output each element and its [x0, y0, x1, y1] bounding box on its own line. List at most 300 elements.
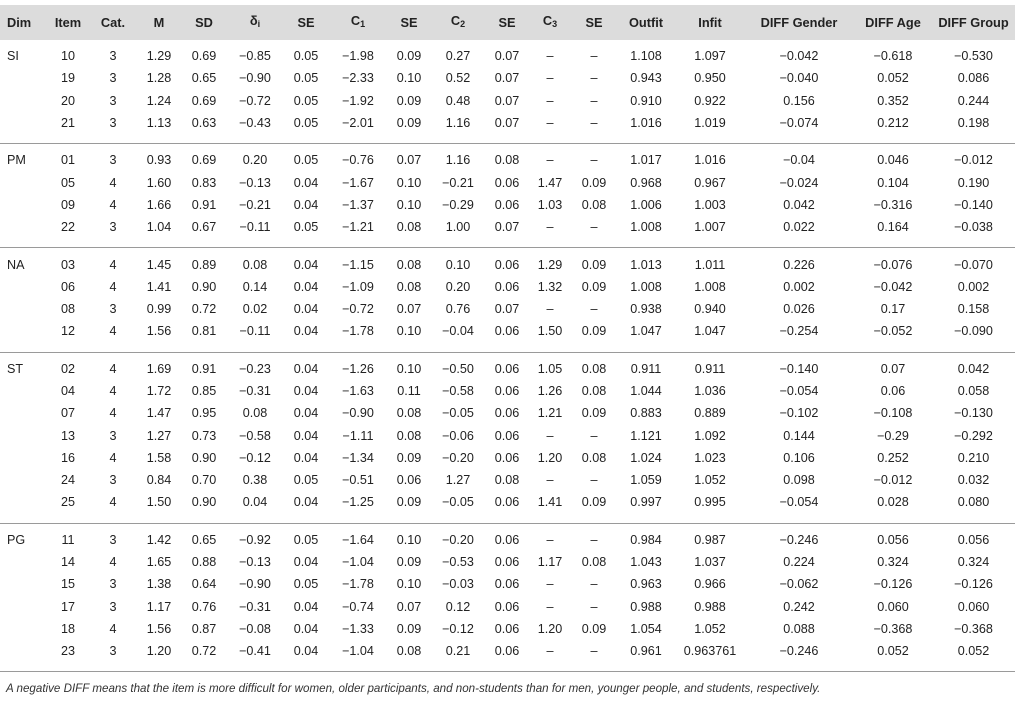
value-cell: 1.21: [537, 406, 563, 421]
table-row: [0, 380, 1015, 402]
value-cell: 0.63: [191, 116, 217, 131]
value-cell: 1.03: [537, 197, 563, 212]
dimension-cell: SI: [7, 49, 19, 64]
value-cell: −0.72: [342, 302, 374, 317]
value-cell: 0.90: [191, 279, 217, 294]
value-cell: 0.08: [396, 257, 422, 272]
column-header: DIFF Gender: [760, 14, 838, 30]
value-cell: 0.042: [783, 197, 815, 212]
value-cell: 0.943: [630, 71, 662, 86]
value-cell: −0.130: [954, 406, 993, 421]
item-cell: 12: [60, 324, 75, 339]
value-cell: 0.056: [877, 532, 909, 547]
value-cell: –: [590, 302, 598, 317]
value-cell: −0.20: [442, 450, 474, 465]
value-cell: 4: [109, 406, 117, 421]
table-row: [0, 358, 1015, 380]
value-cell: 0.210: [957, 450, 990, 465]
dimension-cell: PM: [7, 153, 26, 168]
value-cell: −0.74: [342, 599, 374, 614]
value-cell: 0.04: [293, 302, 319, 317]
value-cell: 0.144: [783, 428, 815, 443]
value-cell: 1.16: [445, 153, 471, 168]
table-row: [0, 216, 1015, 238]
value-cell: −0.51: [342, 473, 374, 488]
value-cell: 3: [109, 473, 117, 488]
value-cell: −0.062: [779, 577, 819, 592]
value-cell: −0.140: [779, 361, 819, 376]
value-cell: 4: [109, 324, 117, 339]
value-cell: −1.67: [342, 175, 374, 190]
item-cell: 07: [60, 406, 75, 421]
value-cell: 0.032: [957, 473, 990, 488]
value-cell: 0.69: [191, 153, 217, 168]
value-cell: 1.047: [694, 324, 726, 339]
value-cell: −0.72: [239, 93, 271, 108]
dimension-cell: [0, 469, 46, 491]
value-cell: 3: [109, 153, 117, 168]
value-cell: 1.17: [146, 599, 172, 614]
value-cell: 1.29: [537, 257, 563, 272]
value-cell: 0.38: [242, 473, 268, 488]
value-cell: –: [546, 71, 554, 86]
value-cell: 1.41: [537, 495, 563, 510]
value-cell: 0.968: [630, 175, 662, 190]
item-cell: 09: [60, 197, 75, 212]
value-cell: 0.06: [494, 532, 520, 547]
value-cell: 1.011: [694, 257, 726, 272]
value-cell: 0.08: [494, 473, 520, 488]
value-cell: –: [546, 599, 554, 614]
value-cell: −0.618: [873, 49, 913, 64]
value-cell: 0.08: [396, 428, 422, 443]
value-cell: 0.90: [191, 495, 217, 510]
table-row: [0, 640, 1015, 662]
value-cell: 0.06: [880, 384, 906, 398]
dimension-cell: [0, 380, 46, 402]
value-cell: −1.15: [342, 257, 374, 272]
table-row: [0, 618, 1015, 640]
value-cell: 1.69: [146, 361, 172, 376]
value-cell: 0.06: [396, 473, 422, 488]
value-cell: 1.019: [694, 116, 726, 131]
value-cell: −0.042: [779, 49, 819, 64]
value-cell: 0.05: [293, 473, 319, 488]
value-cell: 0.52: [445, 71, 471, 86]
value-cell: 0.65: [191, 532, 217, 547]
value-cell: 0.911: [694, 361, 726, 376]
value-cell: 0.06: [494, 197, 520, 212]
value-cell: 0.93: [146, 153, 172, 168]
value-cell: 0.05: [293, 577, 319, 592]
value-cell: 0.06: [494, 555, 520, 570]
value-cell: 0.052: [877, 644, 909, 659]
value-cell: 1.016: [694, 153, 726, 168]
value-cell: 1.052: [694, 621, 726, 636]
column-header: Dim: [7, 14, 32, 30]
value-cell: 0.04: [293, 324, 319, 339]
value-cell: 1.016: [630, 116, 662, 131]
value-cell: 0.022: [783, 220, 815, 235]
value-cell: 1.006: [630, 197, 662, 212]
value-cell: 1.05: [537, 361, 563, 376]
value-cell: –: [590, 93, 598, 108]
value-cell: −0.074: [779, 116, 819, 131]
value-cell: 0.09: [396, 49, 422, 64]
value-cell: 1.044: [630, 384, 662, 398]
value-cell: 3: [109, 220, 117, 235]
value-cell: −1.37: [342, 197, 374, 212]
value-cell: 0.04: [293, 644, 319, 659]
value-cell: 0.95: [191, 406, 217, 421]
value-cell: −1.92: [342, 93, 374, 108]
item-cell: 06: [60, 279, 75, 294]
value-cell: −1.64: [342, 532, 374, 547]
table-body: [0, 40, 1015, 672]
value-cell: 3: [109, 302, 117, 317]
value-cell: −1.63: [342, 384, 374, 398]
value-cell: 0.04: [293, 279, 319, 294]
value-cell: 0.988: [630, 599, 662, 614]
value-cell: –: [590, 116, 598, 131]
value-cell: 1.28: [146, 71, 172, 86]
value-cell: 0.088: [783, 621, 815, 636]
value-cell: −0.85: [239, 49, 271, 64]
value-cell: 0.08: [581, 361, 607, 376]
value-cell: −1.09: [342, 279, 374, 294]
value-cell: 0.198: [957, 116, 990, 131]
value-cell: −0.50: [442, 361, 474, 376]
value-cell: –: [546, 644, 554, 659]
value-cell: –: [590, 71, 598, 86]
value-cell: 0.10: [396, 175, 422, 190]
value-cell: −0.13: [239, 175, 271, 190]
value-cell: 0.05: [293, 532, 319, 547]
item-cell: 22: [60, 220, 75, 235]
value-cell: 1.037: [694, 555, 726, 570]
item-cell: 05: [60, 175, 75, 190]
value-cell: 0.07: [494, 302, 520, 317]
table-row: [0, 112, 1015, 134]
value-cell: 0.06: [494, 361, 520, 376]
value-cell: 0.05: [293, 220, 319, 235]
column-header: SE: [400, 14, 418, 30]
value-cell: −0.12: [442, 621, 474, 636]
dimension-cell: [0, 596, 46, 618]
table-row: [0, 149, 1015, 171]
value-cell: 0.910: [630, 93, 662, 108]
value-cell: 0.72: [191, 302, 217, 317]
value-cell: –: [546, 302, 554, 317]
table-row: [0, 320, 1015, 342]
value-cell: 0.06: [494, 577, 520, 592]
table-row: [0, 424, 1015, 446]
value-cell: 0.09: [581, 406, 607, 421]
value-cell: 0.08: [581, 555, 607, 570]
value-cell: 0.09: [396, 621, 422, 636]
table-row: [0, 171, 1015, 193]
value-cell: 0.27: [445, 49, 471, 64]
dimension-cell: ST: [7, 361, 24, 376]
value-cell: 0.026: [783, 302, 815, 317]
item-cell: 15: [60, 577, 75, 592]
value-cell: 1.00: [445, 220, 471, 235]
value-cell: 0.002: [783, 279, 815, 294]
dimension-cell: [0, 573, 46, 595]
value-cell: 0.65: [191, 71, 217, 86]
value-cell: –: [546, 116, 554, 131]
value-cell: 0.04: [293, 197, 319, 212]
value-cell: 0.12: [445, 599, 471, 614]
value-cell: −2.01: [342, 116, 374, 131]
value-cell: 0.052: [957, 644, 990, 659]
value-cell: −0.12: [239, 450, 271, 465]
dimension-cell: [0, 402, 46, 424]
value-cell: 0.08: [581, 197, 607, 212]
column-header: SE: [585, 14, 603, 30]
value-cell: 0.20: [242, 153, 268, 168]
table-row: [0, 67, 1015, 89]
dimension-cell: [0, 424, 46, 446]
value-cell: −0.140: [954, 197, 993, 212]
value-cell: 0.889: [694, 406, 726, 421]
value-cell: 0.04: [293, 361, 319, 376]
value-cell: 0.056: [957, 532, 990, 547]
value-cell: 1.47: [537, 175, 563, 190]
value-cell: −0.05: [442, 406, 474, 421]
value-cell: 0.352: [877, 93, 909, 108]
item-cell: 17: [60, 599, 75, 614]
value-cell: 1.41: [146, 279, 172, 294]
value-cell: 0.042: [957, 361, 990, 376]
value-cell: 3: [109, 644, 117, 659]
column-header: Cat.: [100, 14, 126, 30]
value-cell: 0.87: [191, 621, 217, 636]
value-cell: 1.017: [630, 153, 662, 168]
item-cell: 11: [61, 532, 75, 547]
value-cell: –: [590, 49, 598, 64]
dimension-cell: [0, 320, 46, 342]
value-cell: 0.06: [494, 621, 520, 636]
value-cell: 1.013: [630, 257, 662, 272]
value-cell: 1.38: [146, 577, 172, 592]
value-cell: –: [590, 577, 598, 592]
value-cell: 0.966: [694, 577, 726, 592]
value-cell: 0.156: [783, 93, 815, 108]
value-cell: 0.07: [396, 599, 422, 614]
value-cell: 0.060: [877, 599, 909, 614]
value-cell: 0.08: [396, 220, 422, 235]
value-cell: 0.04: [293, 555, 319, 570]
value-cell: −0.012: [954, 153, 993, 168]
column-header: DIFF Group: [938, 14, 1009, 30]
value-cell: 1.50: [146, 495, 172, 510]
table-row: [0, 491, 1015, 513]
value-cell: 0.72: [191, 644, 217, 659]
value-cell: 0.086: [957, 71, 990, 86]
value-cell: −0.108: [873, 406, 913, 421]
value-cell: −0.92: [239, 532, 271, 547]
value-cell: −0.054: [779, 495, 819, 510]
table-row: [0, 447, 1015, 469]
value-cell: −0.90: [342, 406, 374, 421]
value-cell: 0.09: [396, 555, 422, 570]
value-cell: 0.08: [396, 279, 422, 294]
value-cell: 0.06: [494, 644, 520, 659]
value-cell: –: [590, 644, 598, 659]
value-cell: 0.07: [494, 220, 520, 235]
value-cell: −0.21: [239, 197, 271, 212]
value-cell: −0.368: [873, 621, 913, 636]
value-cell: −0.90: [239, 71, 271, 86]
value-cell: 4: [109, 555, 117, 570]
value-cell: −1.33: [342, 621, 374, 636]
dimension-cell: [0, 618, 46, 640]
value-cell: −1.21: [342, 220, 374, 235]
value-cell: 0.08: [581, 450, 607, 465]
value-cell: −0.76: [342, 153, 374, 168]
item-statistics-table: [0, 5, 1015, 672]
value-cell: 0.89: [191, 257, 217, 272]
value-cell: 3: [109, 428, 117, 443]
item-cell: 04: [60, 384, 75, 398]
value-cell: −0.31: [239, 384, 271, 398]
value-cell: 0.938: [630, 302, 662, 317]
value-cell: −0.090: [954, 324, 993, 339]
value-cell: −0.08: [239, 621, 271, 636]
value-cell: 0.69: [191, 49, 217, 64]
value-cell: 1.65: [146, 555, 172, 570]
dimension-cell: [0, 447, 46, 469]
value-cell: 1.60: [146, 175, 172, 190]
value-cell: 0.242: [783, 599, 815, 614]
value-cell: 0.83: [191, 175, 217, 190]
table-row: [0, 573, 1015, 595]
value-cell: −0.11: [239, 220, 271, 235]
value-cell: 0.69: [191, 93, 217, 108]
value-cell: −1.04: [342, 555, 374, 570]
value-cell: 0.90: [191, 450, 217, 465]
value-cell: 0.244: [957, 93, 990, 108]
value-cell: 0.76: [445, 302, 471, 317]
value-cell: 0.028: [877, 495, 909, 510]
value-cell: −1.98: [342, 49, 374, 64]
value-cell: 1.121: [630, 428, 662, 443]
table-row: [0, 551, 1015, 573]
value-cell: 0.91: [191, 361, 217, 376]
value-cell: 1.16: [445, 116, 471, 131]
dimension-cell: [0, 171, 46, 193]
value-cell: −0.03: [442, 577, 474, 592]
value-cell: 0.158: [957, 302, 990, 317]
value-cell: −0.04: [442, 324, 474, 339]
value-cell: 0.05: [293, 153, 319, 168]
item-cell: 23: [60, 644, 75, 659]
value-cell: 0.164: [877, 220, 909, 235]
value-cell: 0.09: [581, 257, 607, 272]
dimension-cell: [0, 112, 46, 134]
table-row: [0, 90, 1015, 112]
column-header: DIFF Age: [865, 14, 921, 30]
value-cell: −0.21: [442, 175, 474, 190]
value-cell: −1.78: [342, 577, 374, 592]
value-cell: 0.99: [146, 302, 172, 317]
value-cell: 1.66: [146, 197, 172, 212]
value-cell: −0.052: [873, 324, 913, 339]
value-cell: 0.09: [581, 175, 607, 190]
value-cell: 0.67: [191, 220, 217, 235]
value-cell: −0.06: [442, 428, 474, 443]
value-cell: 0.14: [242, 279, 268, 294]
item-cell: 24: [60, 473, 75, 488]
value-cell: 0.987: [694, 532, 726, 547]
table-row: [0, 45, 1015, 67]
value-cell: 0.07: [396, 153, 422, 168]
value-cell: 0.05: [293, 49, 319, 64]
value-cell: −0.05: [442, 495, 474, 510]
column-header: Item: [54, 14, 82, 30]
dimension-cell: NA: [7, 257, 25, 272]
value-cell: 4: [109, 175, 117, 190]
value-cell: 0.10: [396, 197, 422, 212]
value-cell: 4: [109, 450, 117, 465]
value-cell: 0.05: [293, 116, 319, 131]
value-cell: –: [546, 577, 554, 592]
dimension-cell: [0, 276, 46, 298]
value-cell: 0.05: [293, 93, 319, 108]
table-footnote: A negative DIFF means that the item is more difficult for women, older participants, and non-students than for men, younger people, and students, respectively.: [6, 682, 821, 695]
value-cell: –: [546, 220, 554, 235]
value-cell: 1.24: [146, 93, 172, 108]
value-cell: –: [590, 473, 598, 488]
table-row: [0, 529, 1015, 551]
value-cell: 0.04: [293, 406, 319, 421]
value-cell: 0.91: [191, 197, 217, 212]
column-header: $C_1$: [350, 13, 366, 29]
value-cell: −0.43: [239, 116, 271, 131]
table-row: [0, 194, 1015, 216]
value-cell: 1.047: [630, 324, 662, 339]
value-cell: 1.003: [694, 197, 726, 212]
value-cell: 0.84: [146, 473, 172, 488]
value-cell: 1.043: [630, 555, 662, 570]
value-cell: 0.07: [396, 302, 422, 317]
value-cell: 3: [109, 599, 117, 614]
value-cell: −0.53: [442, 555, 474, 570]
value-cell: −1.78: [342, 324, 374, 339]
value-cell: −0.054: [779, 384, 819, 398]
value-cell: −1.04: [342, 644, 374, 659]
value-cell: 0.10: [396, 324, 422, 339]
value-cell: –: [546, 153, 554, 168]
column-header: $\delta_i$: [249, 13, 261, 29]
value-cell: −0.126: [954, 577, 993, 592]
value-cell: 0.70: [191, 473, 217, 488]
value-cell: 0.997: [630, 495, 662, 510]
value-cell: –: [590, 153, 598, 168]
value-cell: 4: [109, 197, 117, 212]
value-cell: −1.26: [342, 361, 374, 376]
item-cell: 08: [60, 302, 75, 317]
column-header: SD: [195, 14, 213, 30]
column-header: SE: [297, 14, 315, 30]
value-cell: 0.883: [630, 406, 662, 421]
value-cell: –: [546, 49, 554, 64]
table-row: [0, 253, 1015, 275]
value-cell: −0.58: [239, 428, 271, 443]
value-cell: 0.04: [293, 450, 319, 465]
value-cell: 1.26: [537, 384, 563, 398]
